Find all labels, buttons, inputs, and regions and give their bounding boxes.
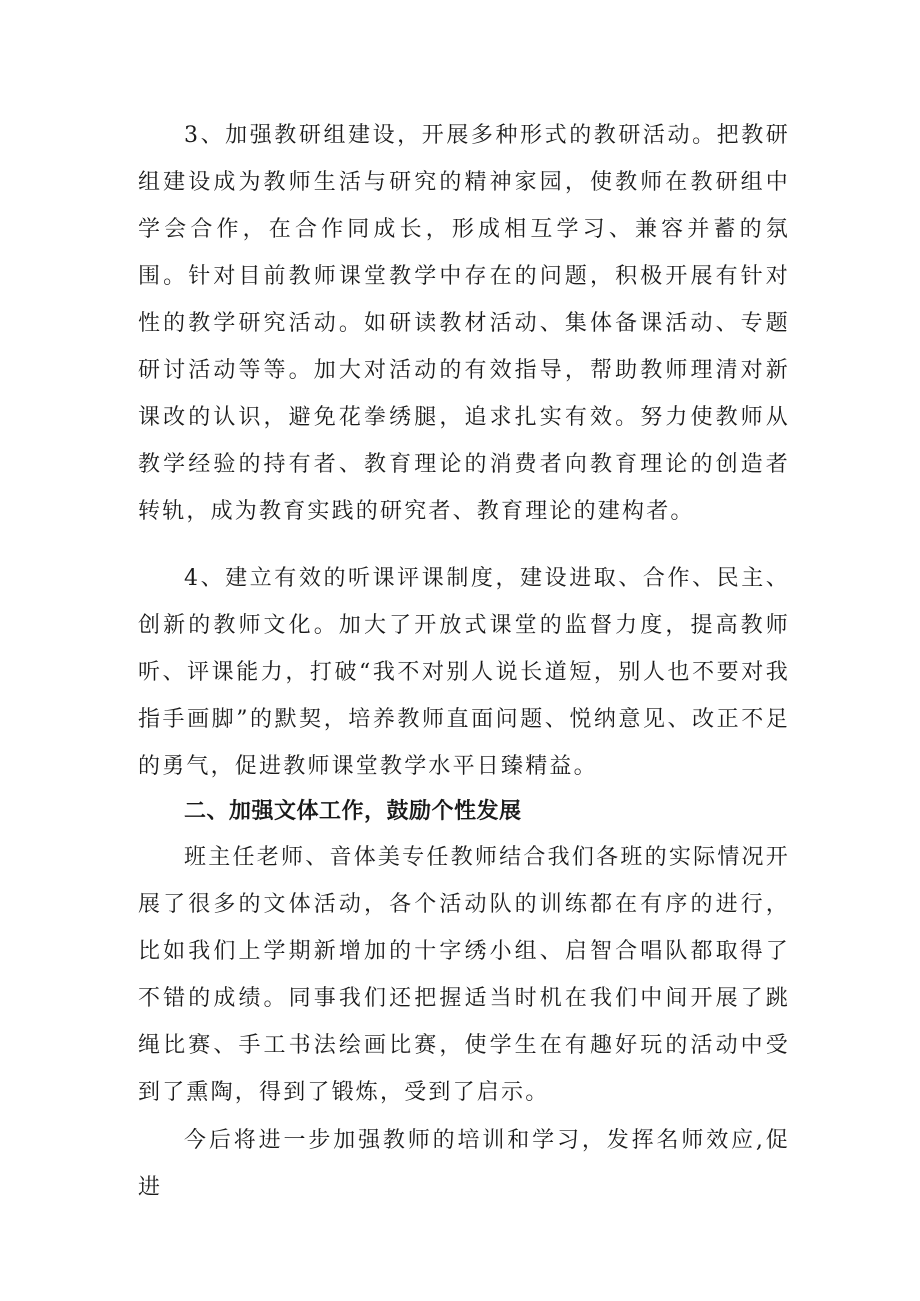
- paragraph-text: 4、建立有效的听课评课制度，建设进取、合作、民主、创新的教师文化。加大了开放式课堂的监督力度，提高教师听、评课能力，打破“我不对别人说长道短，别人也不要对我指手画脚”的默契，培养教师直面问题、悦纳意见、改正不足的勇气，促进教师课堂教学水平日臻精益。: [138, 566, 790, 779]
- paragraph-text: 3、加强教研组建设，开展多种形式的教研活动。把教研组建设成为教师生活与研究的精神家园，使教师在教研组中学会合作，在合作同成长，形成相互学习、兼容并蓄的氛围。针对目前教师课堂教学中存在的问题，积极开展有针对性的教学研究活动。如研读教材活动、集体备课活动、专题研讨活动等等。加大对活动的有效指导，帮助教师理清对新课改的认识，避免花拳绣腿，追求扎实有效。努力使教师从教学经验的持有者、教育理论的消费者向教育理论的创造者转轨，成为教育实践的研究者、教育理论的建构者。: [138, 123, 790, 524]
- paragraph-lesson-evaluation: [138, 555, 790, 790]
- paragraph-future-plans: [138, 1117, 790, 1211]
- paragraph-text: 班主任老师、音体美专任教师结合我们各班的实际情况开展了很多的文体活动，各个活动队的训练都在有序的进行，比如我们上学期新增加的十字绣小组、启智合唱队都取得了不错的成绩。同事我们还把握适当时机在我们中间开展了跳绳比赛、手工书法绘画比赛，使学生在有趣好玩的活动中受到了熏陶，得到了锻炼，受到了启示。: [138, 845, 790, 1105]
- paragraph-teaching-research-groups: [138, 112, 790, 535]
- section-heading: 二、加强文体工作，鼓励个性发展: [184, 799, 522, 824]
- paragraph-text: 今后将进一步加强教师的培训和学习，发挥名师效应,促进: [138, 1128, 790, 1200]
- section-heading-block: [138, 785, 790, 839]
- paragraph-arts-sports-activities: [138, 834, 790, 1116]
